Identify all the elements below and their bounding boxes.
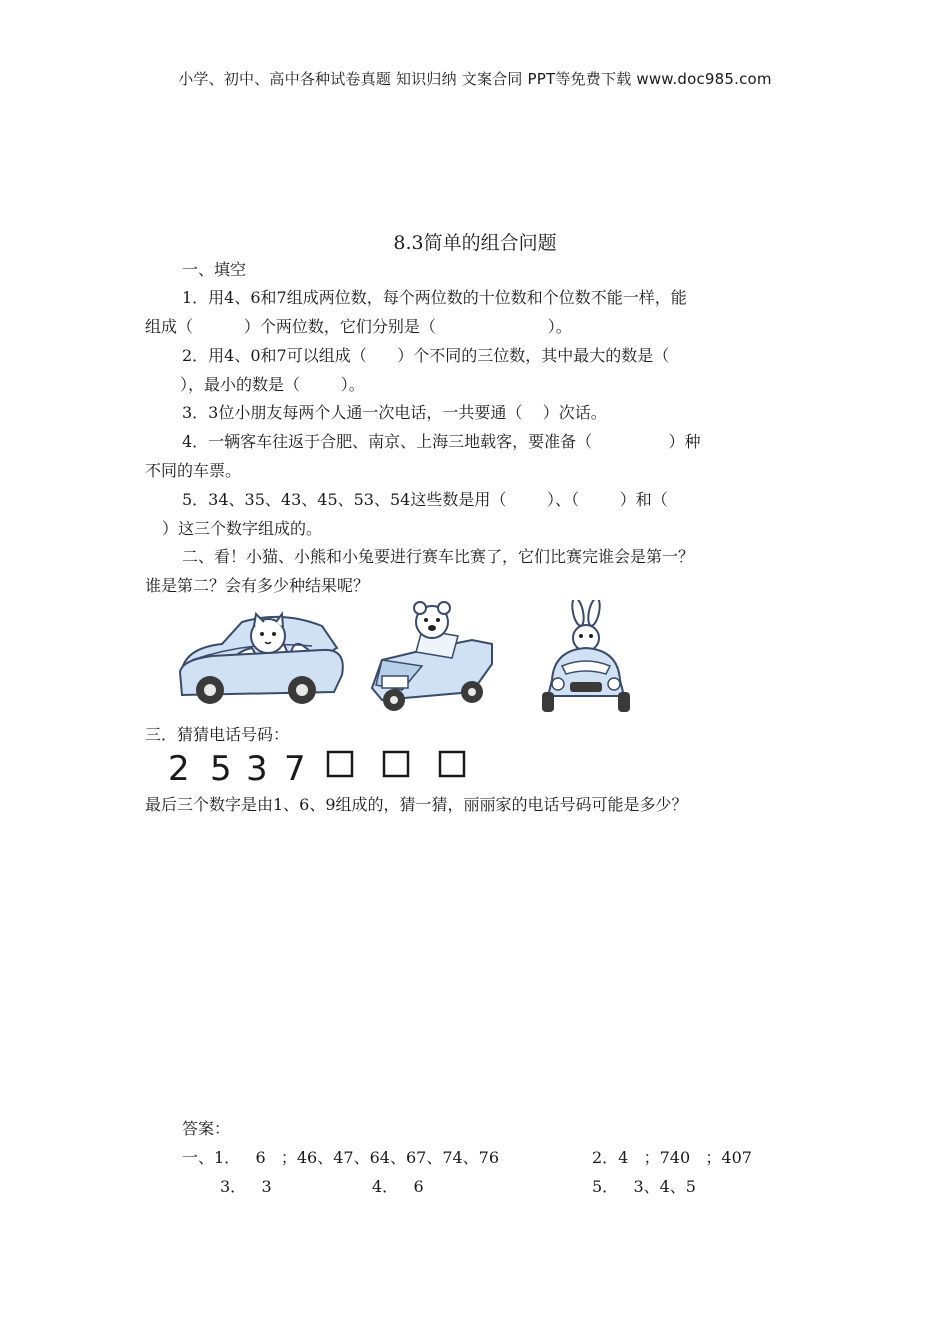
q2-line2: ），最小的数是（ ）。 xyxy=(180,375,365,394)
page-title: 8.3简单的组合问题 xyxy=(393,232,557,254)
section3-heading: 三．猜猜电话号码： xyxy=(145,725,290,744)
phone-blank-box xyxy=(328,752,352,776)
q3: 3．3位小朋友每两个人通一次电话，一共要通（ ）次话。 xyxy=(182,403,607,422)
section2-line1: 二、看！小猫、小熊和小兔要进行赛车比赛了，它们比赛完谁会是第一？ xyxy=(182,547,695,566)
q5-line1: 5．34、35、43、45、53、54这些数是用（ ）、（ ）和（ xyxy=(182,490,668,509)
section3-question: 最后三个数字是由1、6、9组成的，猜一猜，丽丽家的电话号码可能是多少？ xyxy=(145,795,688,814)
phone-digit: 5 xyxy=(210,749,232,788)
answers-heading: 答案： xyxy=(182,1119,231,1138)
answer-row1-a: 一、1． 6 ；46、47、64、67、74、76 xyxy=(182,1148,500,1167)
phone-digit: 7 xyxy=(284,749,306,788)
phone-blank-box xyxy=(440,752,464,776)
answer-row2-b: 4． 6 xyxy=(372,1177,424,1196)
q5-line2: ）这三个数字组成的。 xyxy=(162,519,323,538)
q1-line2: 组成（ ）个两位数，它们分别是（ ）。 xyxy=(145,317,572,336)
site-header: 小学、初中、高中各种试卷真题 知识归纳 文案合同 PPT等免费下载 www.doc985.com xyxy=(178,70,772,88)
section2-line2: 谁是第二？会有多少种结果呢？ xyxy=(145,576,370,595)
phone-blank-box xyxy=(384,752,408,776)
phone-digit: 3 xyxy=(246,749,268,788)
bear-car-icon xyxy=(372,602,492,711)
q4-line1: 4．一辆客车往返于合肥、南京、上海三地载客，要准备（ ）种 xyxy=(182,432,701,451)
phone-digit: 2 xyxy=(168,749,190,788)
cat-car-icon xyxy=(180,614,343,704)
answer-row2-a: 3． 3 xyxy=(220,1177,272,1196)
q2-line1: 2．用4、0和7可以组成（ ）个不同的三位数，其中最大的数是（ xyxy=(182,346,670,365)
race-cars-illustration xyxy=(172,600,638,718)
answer-row2-c: 5． 3、4、5 xyxy=(592,1177,696,1196)
q1-line1: 1．用4、6和7组成两位数，每个两位数的十位数和个位数不能一样，能 xyxy=(182,288,687,307)
answer-row1-b: 2．4 ；740 ；407 xyxy=(592,1148,752,1167)
section1-heading: 一、填空 xyxy=(182,260,247,279)
q4-line2: 不同的车票。 xyxy=(145,461,242,480)
phone-number-puzzle xyxy=(168,744,478,788)
rabbit-car-icon xyxy=(542,600,630,712)
